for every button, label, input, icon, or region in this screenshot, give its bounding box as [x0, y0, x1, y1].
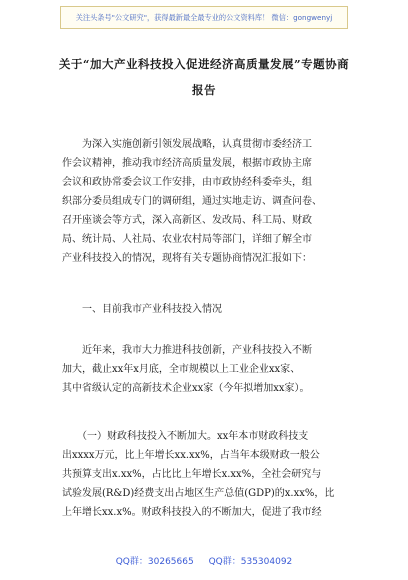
text-line: （一）财政科技投入不断加大。xx年本市财政科技支: [62, 431, 309, 442]
text-line: 召开座谈会等方式，深入高新区、发改局、科工局、财政: [62, 215, 312, 226]
document-title-line-1: 关于“加大产业科技投入促进经济高质量发展”专题协商: [58, 57, 350, 71]
document-title-line-2: 报告: [192, 83, 216, 97]
footer-contact: [0, 554, 408, 567]
text-line: 织部分委员组成专门的调研组，通过实地走访、调查问卷、: [62, 196, 322, 207]
intro-paragraph: [62, 135, 346, 268]
text-line: 为深入实施创新引领发展战略，认真贯彻市委经济工: [62, 139, 312, 150]
text-line: 上年增长xx.x%。财政科技投入的不断加大，促进了我市经: [62, 507, 322, 518]
text-line: 出xxxx万元，比上年增长xx.xx%，占当年本级财政一般公: [62, 450, 320, 461]
qq-group-1: QQ群：30265665: [115, 557, 194, 567]
header-banner: 关注头条号"公文研究"，获得最新最全最专业的公文资料库！ 微信：gongwenyj: [60, 6, 348, 29]
text-line: 会议和政协常委会议工作安排，由市政协经科委牵头，组: [62, 177, 312, 188]
text-line: 产业科技投入的情况，现将有关专题协商情况汇报如下：: [62, 253, 312, 264]
text-line: 共预算支出x.xx%，占比比上年增长x.xx%，全社会研究与: [62, 469, 322, 480]
text-line: 作会议精神，推动我市经济高质量发展，根据市政协主席: [62, 158, 312, 169]
text-line: 近年来，我市大力推进科技创新，产业科技投入不断: [62, 345, 312, 356]
section-heading: [62, 300, 346, 319]
text-line: 试验发展(R&D)经费支出占地区生产总值(GDP)的x.xx%，比: [62, 488, 335, 499]
qq-group-2: QQ群：535304092: [208, 557, 293, 567]
body-paragraph-2: [62, 427, 346, 522]
text-line: 一、目前我市产业科技投入情况: [62, 304, 222, 315]
text-line: 局、统计局、人社局、农业农村局等部门，详细了解全市: [62, 234, 312, 245]
text-line: 加大，截止xx年x月底，全市规模以上工业企业xx家、: [62, 364, 301, 375]
text-line: 其中省级认定的高新技术企业xx家（今年拟增加xx家）。: [62, 383, 310, 394]
body-paragraph-1: [62, 341, 346, 398]
